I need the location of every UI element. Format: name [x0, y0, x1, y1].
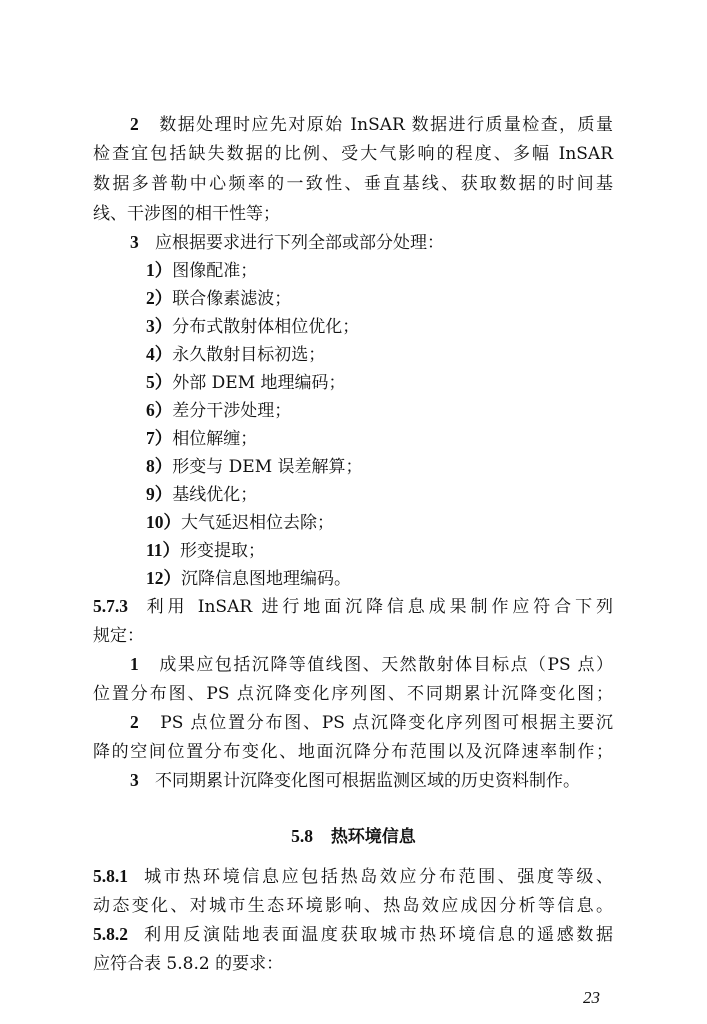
clause-573-item-1-line-2: 位置分布图、PS 点沉降变化序列图、不同期累计沉降变化图； [93, 684, 613, 704]
subitem-8: 8）形变与 DEM 误差解算； [146, 456, 363, 477]
clause-573-item-2-line-2: 降的空间位置分布变化、地面沉降分布范围以及沉降速率制作； [93, 742, 613, 762]
subitem-9: 9）基线优化； [146, 484, 258, 505]
subitem-12: 12）沉降信息图地理编码。 [146, 568, 351, 589]
item-3-number: 3 [130, 232, 139, 252]
clause-573-number: 5.7.3 [93, 596, 128, 616]
subitem-5: 5）外部 DEM 地理编码； [146, 372, 346, 393]
subitem-3: 3）分布式散射体相位优化； [146, 316, 360, 337]
item-2-line-4: 线、干涉图的相干性等； [93, 204, 280, 224]
clause-581-line-1: 5.8.1 城市热环境信息应包括热岛效应分布范围、强度等级、 [93, 866, 614, 887]
clause-581-number: 5.8.1 [93, 866, 128, 886]
clause-573-line-2: 规定： [93, 626, 144, 646]
page-number: 23 [583, 988, 600, 1007]
subitem-11: 11）形变提取； [146, 540, 266, 561]
clause-573-item-2-line-1: 2 PS 点位置分布图、PS 点沉降变化序列图可根据主要沉 [130, 712, 613, 733]
clause-573-item-1-line-1: 1 成果应包括沉降等值线图、天然散射体目标点（PS 点） [130, 654, 613, 675]
item-2-number: 2 [130, 114, 139, 134]
subitem-2: 2）联合像素滤波； [146, 288, 292, 309]
subitem-10: 10）大气延迟相位去除； [146, 512, 334, 533]
clause-582-line-1: 5.8.2 利用反演陆地表面温度获取城市热环境信息的遥感数据 [93, 924, 614, 945]
clause-582-number: 5.8.2 [93, 924, 128, 944]
clause-573-line-1: 5.7.3 利用 InSAR 进行地面沉降信息成果制作应符合下列 [93, 596, 613, 617]
item-2-line-3: 数据多普勒中心频率的一致性、垂直基线、获取数据的时间基 [93, 174, 613, 194]
clause-581-line-2: 动态变化、对城市生态环境影响、热岛效应成因分析等信息。 [93, 896, 613, 916]
subitem-6: 6）差分干涉处理； [146, 400, 292, 421]
item-3-line: 3 应根据要求进行下列全部或部分处理： [130, 232, 444, 253]
item-2-line-1: 2 数据处理时应先对原始 InSAR 数据进行质量检查，质量 [130, 114, 613, 135]
clause-573-item-3-line-1: 3 不同期累计沉降变化图可根据监测区域的历史资料制作。 [130, 770, 580, 791]
section-heading: 5.8 热环境信息 [291, 826, 416, 847]
item-2-line-2: 检查宜包括缺失数据的比例、受大气影响的程度、多幅 InSAR [93, 144, 613, 164]
clause-582-line-2: 应符合表 5.8.2 的要求： [93, 954, 284, 974]
subitem-4: 4）永久散射目标初选； [146, 344, 326, 365]
subitem-1: 1）图像配准； [146, 260, 258, 281]
subitem-7: 7）相位解缠； [146, 428, 258, 449]
